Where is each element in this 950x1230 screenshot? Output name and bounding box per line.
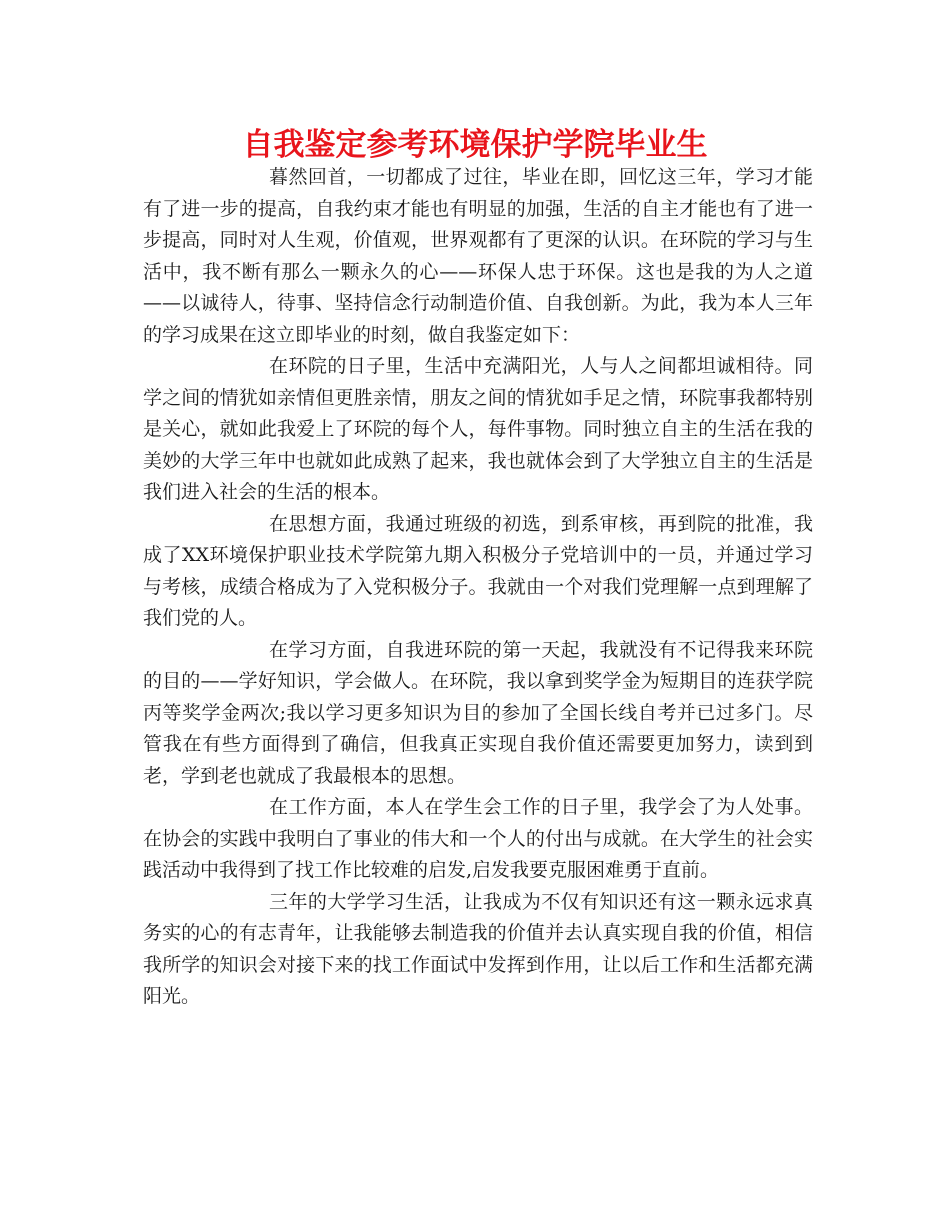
paragraph-intro: 暮然回首，一切都成了过往，毕业在即，回忆这三年，学习才能有了进一步的提高，自我约束才能也有明显的加强，生活的自主才能也有了进一步提高，同时对人生观，价值观，世界观都有了更深的认识。在环院的学习与生活中，我不断有那么一颗永久的心——环保人忠于环保。这也是我的为人之道——以诚待人，待事、坚持信念行动制造价值、自我创新。为此，我为本人三年的学习成果在这立即毕业的时刻，做自我鉴定如下： (143, 166, 813, 346)
paragraph-conclusion: 三年的大学学习生活，让我成为不仅有知识还有这一颗永远求真务实的心的有志青年，让我能够去制造我的价值并去认真实现自我的价值，相信我所学的知识会对接下来的找工作面试中发挥到作用，让以后工作和生活都充满阳光。 (143, 890, 813, 1007)
paragraph-life: 在环院的日子里，生活中充满阳光，人与人之间都坦诚相待。同学之间的情犹如亲情但更胜亲情，朋友之间的情犹如手足之情，环院事我都特别是关心，就如此我爱上了环院的每个人，每件事物。同时独立自主的生活在我的美妙的大学三年中也就如此成熟了起来，我也就体会到了大学独立自主的生活是我们进入社会的生活的根本。 (143, 355, 813, 503)
paragraph-ideology: 在思想方面，我通过班级的初选，到系审核，再到院的批准，我成了XX环境保护职业技术学院第九期入积极分子党培训中的一员，并通过学习与考核，成绩合格成为了入党积极分子。我就由一个对我们党理解一点到理解了我们党的人。 (143, 512, 813, 629)
paragraph-study: 在学习方面，自我进环院的第一天起，我就没有不记得我来环院的目的——学好知识，学会做人。在环院，我以拿到奖学金为短期目的连获学院丙等奖学金两次;我以学习更多知识为目的参加了全国长线自考并已过多门。尽管我在有些方面得到了确信，但我真正实现自我价值还需要更加努力，读到到老，学到老也就成了我最根本的思想。 (143, 638, 813, 787)
document-title: 自我鉴定参考环境保护学院毕业生 (242, 127, 708, 163)
paragraph-work: 在工作方面，本人在学生会工作的日子里，我学会了为人处事。在协会的实践中我明白了事业的伟大和一个人的付出与成就。在大学生的社会实践活动中我得到了找工作比较难的启发,启发我要克服困难勇于直前。 (143, 796, 813, 881)
document-body (143, 162, 813, 1013)
